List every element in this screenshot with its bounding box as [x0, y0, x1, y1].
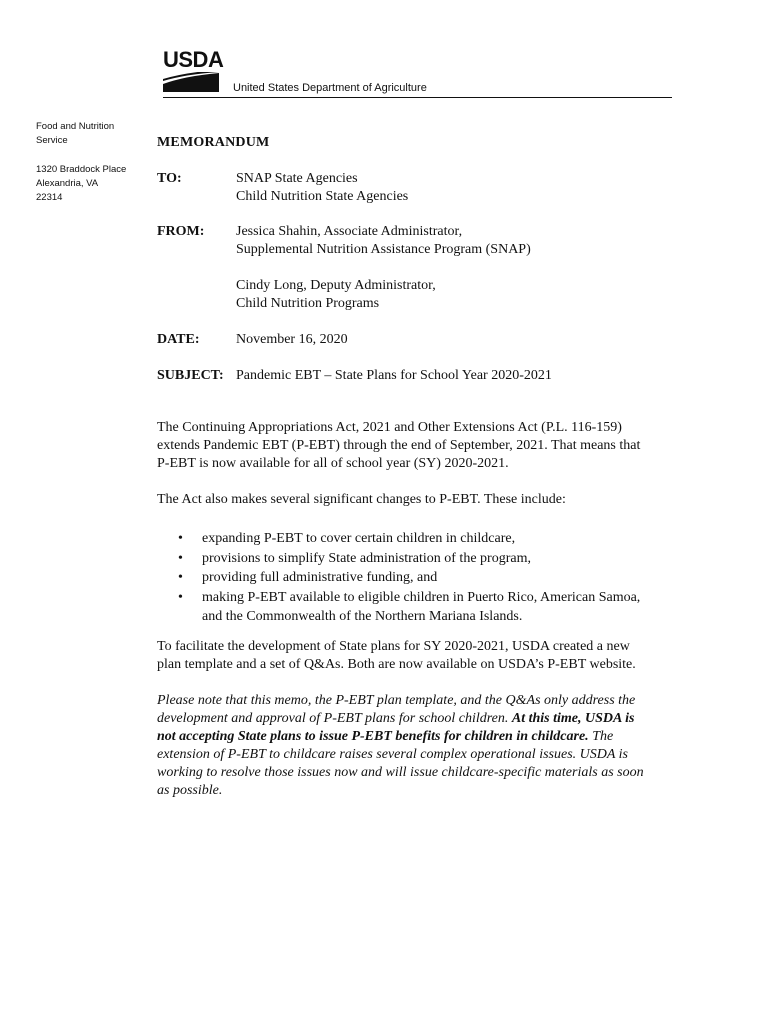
- paragraph-4-line-4: extension of P-EBT to childcare raises several complex operational issues. USDA is: [157, 747, 629, 762]
- bullet-dot-icon: •: [178, 589, 183, 605]
- list-item-continuation: [178, 607, 640, 627]
- paragraph-4-line-2: [157, 710, 687, 728]
- paragraph-1-line-3: P-EBT is now available for all of school year (SY) 2020-2021.: [157, 456, 509, 471]
- bullet-dot-icon: •: [178, 550, 183, 566]
- letterhead-rule: [163, 97, 672, 98]
- office-line-1: Food and Nutrition: [36, 121, 115, 132]
- from-line-3: Cindy Long, Deputy Administrator,: [236, 278, 436, 293]
- address-line-1: 1320 Braddock Place: [36, 164, 127, 175]
- paragraph-3: [157, 638, 687, 674]
- list-item-text: provisions to simplify State administration of the program,: [202, 550, 531, 566]
- bullet-dot-icon: •: [178, 570, 183, 585]
- paragraph-1: [157, 419, 687, 473]
- paragraph-4-line-5: working to resolve those issues now and will issue childcare-specific materials as soon: [157, 765, 644, 780]
- paragraph-4-line-2b-emphasis: At this time, USDA is: [511, 711, 635, 726]
- agency-name: United States Department of Agriculture: [233, 82, 427, 94]
- paragraph-3-line-2: plan template and a set of Q&As. Both are now available on USDA’s P-EBT website.: [157, 657, 636, 672]
- bullet-dot-icon: •: [178, 531, 183, 546]
- list-item: [178, 529, 640, 549]
- list-item-text: and the Commonwealth of the Northern Mariana Islands.: [202, 609, 523, 624]
- paragraph-2-line-1: The Act also makes several significant changes to P-EBT. These include:: [157, 492, 566, 507]
- usda-logo-swoosh-icon: [163, 72, 219, 92]
- usda-logo: [163, 47, 224, 94]
- from-line-1: Jessica Shahin, Associate Administrator,: [236, 224, 463, 239]
- list-item-text: expanding P-EBT to cover certain children in childcare,: [202, 531, 516, 546]
- list-item: [178, 549, 640, 569]
- office-address: [36, 163, 146, 205]
- list-item-text: providing full administrative funding, and: [202, 570, 438, 585]
- paragraph-2: [157, 491, 687, 509]
- paragraph-3-line-1: To facilitate the development of State plans for SY 2020-2021, USDA created a new: [157, 639, 630, 654]
- address-line-2: Alexandria, VA: [36, 178, 99, 189]
- usda-logo-text: USDA: [163, 47, 224, 72]
- subject-label: SUBJECT:: [157, 368, 224, 383]
- to-line-1: SNAP State Agencies: [236, 171, 358, 186]
- date-label: DATE:: [157, 332, 200, 347]
- bullet-list: [178, 529, 640, 627]
- list-item: [178, 588, 640, 608]
- paragraph-4-line-3: [157, 728, 687, 746]
- subject-value: Pandemic EBT – State Plans for School Year 2020-2021: [236, 368, 552, 383]
- office-name: [36, 120, 136, 148]
- from-line-2: Supplemental Nutrition Assistance Program (SNAP): [236, 242, 531, 257]
- date-value: November 16, 2020: [236, 332, 348, 347]
- from-line-4: Child Nutrition Programs: [236, 296, 380, 311]
- paragraph-4-line-1: Please note that this memo, the P-EBT plan template, and the Q&As only address the: [157, 693, 636, 708]
- list-item-text: making P-EBT available to eligible children in Puerto Rico, American Samoa,: [202, 589, 641, 605]
- paragraph-1-line-2: extends Pandemic EBT (P-EBT) through the end of September, 2021. That means that: [157, 438, 641, 453]
- paragraph-4-line-2a: development and approval of P-EBT plans for school children.: [157, 711, 512, 726]
- address-line-3: 22314: [36, 192, 63, 203]
- paragraph-4-line-3a-emphasis: not accepting State plans to issue P-EBT benefits for children in childcare.: [157, 729, 589, 744]
- paragraph-4-note: [157, 692, 687, 800]
- list-item: [178, 568, 640, 588]
- paragraph-1-line-1: The Continuing Appropriations Act, 2021 and Other Extensions Act (P.L. 116-159): [157, 420, 622, 435]
- paragraph-4-line-3b: The: [588, 729, 614, 744]
- office-line-2: Service: [36, 135, 68, 146]
- memo-title: MEMORANDUM: [157, 135, 270, 150]
- to-line-2: Child Nutrition State Agencies: [236, 189, 409, 204]
- to-label: TO:: [157, 171, 182, 186]
- from-label: FROM:: [157, 224, 205, 239]
- paragraph-4-line-6: as possible.: [157, 783, 223, 798]
